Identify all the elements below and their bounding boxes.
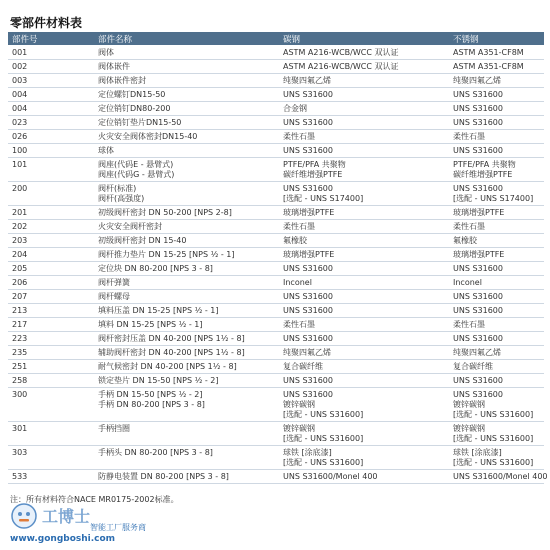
cell-name: 阀杆推力垫片 DN 15-25 [NPS ½ - 1] bbox=[98, 250, 235, 259]
table-row bbox=[8, 46, 544, 60]
cell-carbon: UNS S31600 bbox=[283, 390, 333, 399]
cell-stainless: UNS S31600 bbox=[453, 104, 503, 113]
cell-stainless: UNS S31600 bbox=[453, 146, 503, 155]
header-part-no: 部件号 bbox=[12, 35, 38, 45]
cell-name: 定位块 DN 80-200 [NPS 3 - 8] bbox=[98, 264, 213, 273]
cell-carbon: 柔性石墨 bbox=[283, 132, 315, 141]
cell-no: 201 bbox=[12, 208, 28, 217]
cell-stainless: ASTM A351-CF8M bbox=[453, 48, 524, 57]
cell-stainless: 玻璃增强PTFE bbox=[453, 250, 505, 259]
cell-stainless: 球铁 [涂底漆] bbox=[453, 448, 502, 457]
table-row bbox=[8, 360, 544, 374]
cell-carbon: 纯聚四氟乙烯 bbox=[283, 76, 331, 85]
cell-carbon: 玻璃增强PTFE bbox=[283, 250, 335, 259]
footnote: 注：所有材料符合NACE MR0175-2002标准。 bbox=[10, 495, 179, 504]
cell-carbon: UNS S31600/Monel 400 bbox=[283, 472, 378, 481]
cell-stainless: UNS S31600 bbox=[453, 334, 503, 343]
cell-no: 100 bbox=[12, 146, 28, 155]
table-row bbox=[8, 470, 548, 484]
cell-no: 001 bbox=[12, 48, 28, 57]
cell-no: 023 bbox=[12, 118, 28, 127]
cell-name: 手柄头 DN 80-200 [NPS 3 - 8] bbox=[98, 448, 213, 457]
cell-no: 003 bbox=[12, 76, 28, 85]
cell-name: 填料 DN 15-25 [NPS ½ - 1] bbox=[98, 320, 203, 329]
cell-name: 火灾安全阀杆密封 bbox=[98, 222, 162, 231]
cell-carbon: Inconel bbox=[283, 278, 312, 287]
watermark-url: www.gongboshi.com bbox=[10, 534, 116, 544]
table-row bbox=[8, 262, 544, 276]
cell-stainless: 纯聚四氟乙烯 bbox=[453, 76, 501, 85]
table-row bbox=[8, 130, 544, 144]
cell-stainless: UNS S31600 bbox=[453, 118, 503, 127]
cell-no: 258 bbox=[12, 376, 28, 385]
cell-name: 定位销钉DN80-200 bbox=[98, 104, 171, 113]
cell-no: 533 bbox=[12, 472, 28, 481]
cell-stainless: Inconel bbox=[453, 278, 482, 287]
parts-table bbox=[8, 46, 548, 484]
cell-name: 阀杆(标准) bbox=[98, 184, 137, 193]
cell-name: 阀体嵌件 bbox=[98, 62, 130, 71]
cell-no: 205 bbox=[12, 264, 28, 273]
cell-name: 火灾安全阀体密封DN15-40 bbox=[98, 132, 198, 141]
cell-carbon: [选配 - UNS S17400] bbox=[283, 194, 364, 203]
table-row bbox=[8, 318, 544, 332]
cell-stainless: 碳纤维增强PTFE bbox=[453, 170, 513, 179]
cell-no: 300 bbox=[12, 390, 28, 399]
table-row bbox=[8, 60, 544, 74]
cell-carbon: UNS S31600 bbox=[283, 306, 333, 315]
cell-carbon: [选配 - UNS S31600] bbox=[283, 458, 364, 467]
cell-name: 填料压盖 DN 15-25 [NPS ½ - 1] bbox=[98, 306, 219, 315]
cell-name: 阀座(代码G - 悬臂式) bbox=[98, 170, 175, 179]
cell-stainless: 镀锌碳钢 bbox=[453, 400, 485, 409]
cell-stainless: UNS S31600 bbox=[453, 306, 503, 315]
table-row bbox=[8, 248, 544, 262]
cell-no: 301 bbox=[12, 424, 28, 433]
cell-carbon: 柔性石墨 bbox=[283, 320, 315, 329]
cell-carbon: 镀锌碳钢 bbox=[283, 400, 315, 409]
cell-stainless: UNS S31600 bbox=[453, 184, 503, 193]
table-row bbox=[8, 388, 544, 422]
cell-carbon: 柔性石墨 bbox=[283, 222, 315, 231]
cell-stainless: 氟橡胶 bbox=[453, 236, 477, 245]
cell-stainless: ASTM A351-CF8M bbox=[453, 62, 524, 71]
cell-name: 锁定垫片 DN 15-50 [NPS ½ - 2] bbox=[98, 376, 219, 385]
cell-name: 阀体 bbox=[98, 48, 114, 57]
header-carbon-steel: 碳钢 bbox=[283, 35, 301, 45]
cell-no: 101 bbox=[12, 160, 28, 169]
cell-carbon: UNS S31600 bbox=[283, 146, 333, 155]
cell-no: 217 bbox=[12, 320, 28, 329]
svg-text:工博士: 工博士 bbox=[42, 507, 91, 526]
cell-carbon: UNS S31600 bbox=[283, 292, 333, 301]
table-row bbox=[8, 206, 544, 220]
cell-carbon: UNS S31600 bbox=[283, 376, 333, 385]
cell-name: 定位销钉垫片DN15-50 bbox=[98, 118, 182, 127]
cell-no: 204 bbox=[12, 250, 28, 259]
cell-no: 206 bbox=[12, 278, 28, 287]
table-row bbox=[8, 144, 544, 158]
cell-no: 004 bbox=[12, 90, 28, 99]
cell-no: 235 bbox=[12, 348, 28, 357]
cell-stainless: UNS S31600/Monel 400 bbox=[453, 472, 548, 481]
cell-no: 026 bbox=[12, 132, 28, 141]
cell-carbon: 氟橡胶 bbox=[283, 236, 307, 245]
table-row bbox=[8, 158, 544, 182]
cell-carbon: 镀锌碳钢 bbox=[283, 424, 315, 433]
cell-carbon: 纯聚四氟乙烯 bbox=[283, 348, 331, 357]
cell-carbon: UNS S31600 bbox=[283, 264, 333, 273]
cell-name: 初级阀杆密封 DN 50-200 [NPS 2-8] bbox=[98, 208, 232, 217]
table-row bbox=[8, 182, 544, 206]
cell-no: 200 bbox=[12, 184, 28, 193]
cell-stainless: UNS S31600 bbox=[453, 90, 503, 99]
cell-no: 213 bbox=[12, 306, 28, 315]
cell-carbon: ASTM A216-WCB/WCC 双认证 bbox=[283, 62, 399, 71]
table-row bbox=[8, 346, 544, 360]
table-row bbox=[8, 422, 544, 446]
cell-stainless: 柔性石墨 bbox=[453, 320, 485, 329]
table-row bbox=[8, 234, 544, 248]
cell-carbon: 复合碳纤维 bbox=[283, 362, 323, 371]
cell-carbon: 碳纤维增强PTFE bbox=[283, 170, 343, 179]
cell-carbon: 球铁 [涂底漆] bbox=[283, 448, 332, 457]
cell-name: 阀杆密封压盖 DN 40-200 [NPS 1½ - 8] bbox=[98, 334, 245, 343]
cell-carbon: UNS S31600 bbox=[283, 334, 333, 343]
cell-stainless: 柔性石墨 bbox=[453, 222, 485, 231]
cell-no: 203 bbox=[12, 236, 28, 245]
cell-carbon: ASTM A216-WCB/WCC 双认证 bbox=[283, 48, 399, 57]
cell-stainless: UNS S31600 bbox=[453, 390, 503, 399]
cell-name: 阀杆(高强度) bbox=[98, 194, 145, 203]
cell-name: 手柄挡圈 bbox=[98, 424, 130, 433]
cell-no: 207 bbox=[12, 292, 28, 301]
cell-carbon: 合金钢 bbox=[283, 104, 307, 113]
table-row bbox=[8, 116, 544, 130]
cell-no: 251 bbox=[12, 362, 28, 371]
cell-name: 耐气候密封 DN 40-200 [NPS 1½ - 8] bbox=[98, 362, 237, 371]
cell-carbon: UNS S31600 bbox=[283, 90, 333, 99]
cell-no: 303 bbox=[12, 448, 28, 457]
table-row bbox=[8, 290, 544, 304]
cell-no: 223 bbox=[12, 334, 28, 343]
cell-carbon: UNS S31600 bbox=[283, 118, 333, 127]
table-row bbox=[8, 220, 544, 234]
cell-no: 004 bbox=[12, 104, 28, 113]
cell-carbon: 玻璃增强PTFE bbox=[283, 208, 335, 217]
cell-carbon: [选配 - UNS S31600] bbox=[283, 410, 364, 419]
cell-name: 初级阀杆密封 DN 15-40 bbox=[98, 236, 187, 245]
table-row bbox=[8, 74, 544, 88]
cell-name: 防静电装置 DN 80-200 [NPS 3 - 8] bbox=[98, 472, 229, 481]
table-row bbox=[8, 304, 544, 318]
cell-no: 002 bbox=[12, 62, 28, 71]
cell-stainless: [选配 - UNS S31600] bbox=[453, 410, 534, 419]
cell-name: 定位螺钉DN15-50 bbox=[98, 90, 166, 99]
cell-name: 手柄 DN 15-50 [NPS ½ - 2] bbox=[98, 390, 203, 399]
header-part-name: 部件名称 bbox=[98, 35, 133, 45]
cell-carbon: [选配 - UNS S31600] bbox=[283, 434, 364, 443]
cell-stainless: 柔性石墨 bbox=[453, 132, 485, 141]
cell-name: 阀体嵌件密封 bbox=[98, 76, 146, 85]
table-row bbox=[8, 332, 544, 346]
cell-name: 辅助阀杆密封 DN 40-200 [NPS 1½ - 8] bbox=[98, 348, 245, 357]
cell-name: 手柄 DN 80-200 [NPS 3 - 8] bbox=[98, 400, 205, 409]
cell-stainless: PTFE/PFA 共聚物 bbox=[453, 160, 516, 169]
cell-stainless: 复合碳纤维 bbox=[453, 362, 493, 371]
cell-stainless: [选配 - UNS S17400] bbox=[453, 194, 534, 203]
cell-name: 阀杆螺母 bbox=[98, 292, 130, 301]
cell-name: 球体 bbox=[98, 146, 114, 155]
cell-stainless: [选配 - UNS S31600] bbox=[453, 434, 534, 443]
cell-stainless: 玻璃增强PTFE bbox=[453, 208, 505, 217]
cell-name: 阀杆弹簧 bbox=[98, 278, 130, 287]
table-row bbox=[8, 446, 544, 470]
cell-stainless: 镀锌碳钢 bbox=[453, 424, 485, 433]
header-stainless-steel: 不锈钢 bbox=[453, 35, 479, 45]
table-title: 零部件材料表 bbox=[10, 16, 83, 30]
table-row bbox=[8, 374, 544, 388]
cell-carbon: PTFE/PFA 共聚物 bbox=[283, 160, 346, 169]
cell-stainless: [选配 - UNS S31600] bbox=[453, 458, 534, 467]
cell-carbon: UNS S31600 bbox=[283, 184, 333, 193]
table-header bbox=[8, 32, 544, 45]
table-row bbox=[8, 276, 544, 290]
watermark-service: 智能工厂服务商 bbox=[90, 523, 146, 532]
cell-stainless: 纯聚四氟乙烯 bbox=[453, 348, 501, 357]
cell-stainless: UNS S31600 bbox=[453, 292, 503, 301]
cell-name: 阀座(代码E - 悬臂式) bbox=[98, 160, 174, 169]
cell-no: 202 bbox=[12, 222, 28, 231]
robot-logo-icon bbox=[8, 500, 98, 534]
cell-stainless: UNS S31600 bbox=[453, 376, 503, 385]
cell-stainless: UNS S31600 bbox=[453, 264, 503, 273]
table-row bbox=[8, 88, 544, 102]
table-row bbox=[8, 102, 544, 116]
